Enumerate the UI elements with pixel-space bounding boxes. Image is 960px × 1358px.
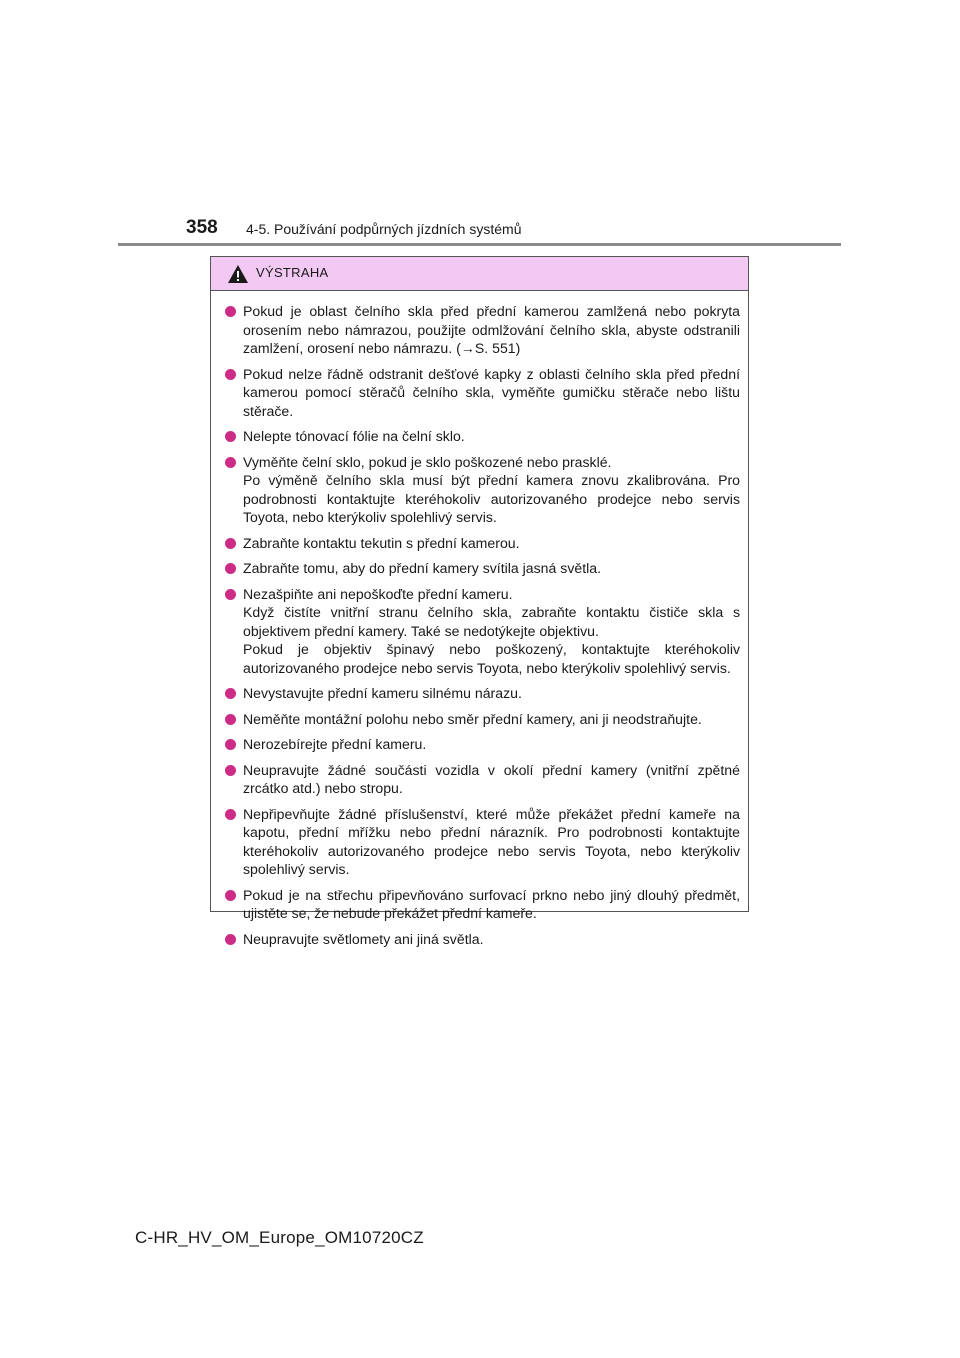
warning-title: VÝSTRAHA	[256, 265, 329, 280]
warning-list-item	[225, 735, 740, 754]
bullet-dot-icon	[225, 431, 236, 442]
warning-item-text: Vyměňte čelní sklo, pokud je sklo poškozené nebo prasklé.	[243, 453, 612, 470]
warning-item-text: Pokud je oblast čelního skla před přední kamerou zamlžená nebo pokryta orosením nebo námrazou, použijte odmlžování čelního skla, abyste odstranili zamlžení, orosení nebo námrazu. (→S. 551)	[243, 303, 740, 356]
warning-triangle-icon	[227, 264, 249, 284]
bullet-dot-icon	[225, 739, 236, 750]
warning-list-item	[225, 710, 740, 729]
bullet-dot-icon	[225, 306, 236, 317]
warning-item-text: Nezašpiňte ani nepoškoďte přední kameru.	[243, 585, 513, 602]
warning-item-text: Neupravujte světlomety ani jiná světla.	[243, 930, 484, 947]
bullet-dot-icon	[225, 589, 236, 600]
warning-list-item	[225, 534, 740, 553]
footer-doc-code: C-HR_HV_OM_Europe_OM10720CZ	[135, 1228, 424, 1247]
warning-list-item	[225, 427, 740, 446]
warning-item-text: Když čistíte vnitřní stranu čelního skla, zabraňte kontaktu čističe skla s objektivem přední kamery. Také se nedotýkejte objektivu.	[243, 604, 740, 639]
warning-item-text: Pokud nelze řádně odstranit dešťové kapky z oblasti čelního skla před přední kamerou pomocí stěračů čelního skla, vyměňte gumičku stěrače nebo lištu stěrače.	[243, 365, 740, 419]
warning-box	[210, 256, 749, 947]
warning-list-item	[225, 761, 740, 798]
warning-item-text: Pokud je objektiv špinavý nebo poškozený, kontaktujte kteréhokoliv autorizovaného prodejce nebo servis Toyota, nebo kterýkoliv spolehlivý servis.	[243, 641, 740, 676]
warning-item-text: Nelepte tónovací fólie na čelní sklo.	[243, 428, 465, 444]
bullet-dot-icon	[225, 765, 236, 776]
warning-list-item	[225, 930, 740, 949]
bullet-dot-icon	[225, 369, 236, 380]
bullet-dot-icon	[225, 890, 236, 901]
warning-item-text: Nerozebírejte přední kameru.	[243, 736, 427, 752]
bullet-dot-icon	[225, 809, 236, 820]
warning-list-item	[225, 684, 740, 703]
bullet-dot-icon	[225, 538, 236, 549]
bullet-dot-icon	[225, 714, 236, 725]
warning-list-item	[225, 585, 740, 678]
warning-item-text: Po výměně čelního skla musí být přední kamera znovu zkalibrována. Pro podrobnosti kontaktujte kteréhokoliv autorizovaného prodejce nebo servis Toyota, nebo kterýkoliv spolehlivý servis.	[243, 472, 740, 525]
warning-header	[211, 257, 748, 291]
warning-list-item	[225, 365, 740, 421]
page-number: 358	[186, 217, 218, 238]
warning-item-text: Zabraňte kontaktu tekutin s přední kamerou.	[243, 534, 520, 551]
warning-item-text: Nepřipevňujte žádné příslušenství, které může překážet přední kameře na kapotu, přední mřížku nebo přední nárazník. Pro podrobnosti kontaktujte kteréhokoliv autorizovaného prodejce nebo servis Toyota, nebo kterýkoliv spolehlivý servis.	[243, 805, 740, 877]
warning-item-text: Zabraňte tomu, aby do přední kamery svítila jasná světla.	[243, 560, 602, 576]
bullet-dot-icon	[225, 563, 236, 574]
warning-list-item	[225, 453, 740, 527]
warning-list-item	[225, 886, 740, 923]
warning-body	[211, 291, 748, 948]
bullet-dot-icon	[225, 688, 236, 699]
warning-item-text: Neupravujte žádné součásti vozidla v okolí přední kamery (vnitřní zpětné zrcátko atd.) nebo stropu.	[243, 761, 740, 796]
warning-list-item	[225, 302, 740, 358]
bullet-dot-icon	[225, 934, 236, 945]
warning-list-item	[225, 559, 740, 578]
header-rule	[118, 243, 841, 246]
warning-item-text: Nevystavujte přední kameru silnému nárazu.	[243, 685, 522, 701]
section-title: 4-5. Používání podpůrných jízdních systémů	[246, 221, 522, 237]
bullet-dot-icon	[225, 457, 236, 468]
warning-item-text: Neměňte montážní polohu nebo směr přední kamery, ani ji neodstraňujte.	[243, 710, 702, 727]
warning-item-text: Pokud je na střechu připevňováno surfovací prkno nebo jiný dlouhý předmět, ujistěte se, že nebude překážet přední kameře.	[243, 886, 740, 921]
warning-list-item	[225, 805, 740, 879]
